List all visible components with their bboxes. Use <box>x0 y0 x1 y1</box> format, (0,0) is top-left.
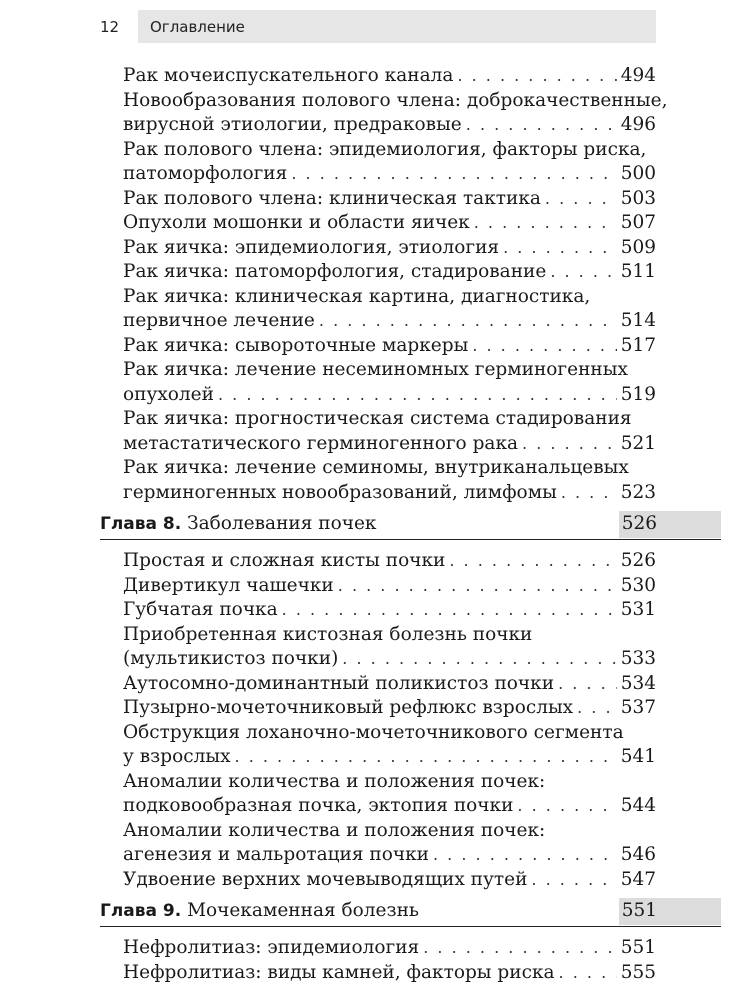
toc-entry-page: 534 <box>620 672 656 694</box>
toc-entry-page: 496 <box>620 114 656 135</box>
dot-leader <box>559 961 617 986</box>
toc-entry-text: Удвоение верхних мочевыводящих путей <box>123 868 528 890</box>
toc-entry[interactable] <box>123 598 656 623</box>
dot-leader <box>545 187 617 212</box>
toc-entry-page: 519 <box>620 383 656 405</box>
toc-entry-page: 541 <box>620 746 656 767</box>
dot-leader <box>457 64 616 89</box>
dot-leader <box>522 432 617 457</box>
toc-entry-line <box>123 456 656 481</box>
toc-entry-page: 494 <box>620 65 656 86</box>
dot-leader <box>550 260 616 285</box>
toc-entry[interactable] <box>123 696 656 721</box>
toc-entry[interactable] <box>123 187 656 212</box>
toc-entry[interactable] <box>123 721 656 770</box>
toc-entry[interactable] <box>123 334 656 359</box>
toc-entry-text: Приобретенная кистозная болезнь почки <box>123 623 533 645</box>
toc-entry-page: 507 <box>620 212 656 233</box>
toc-entry-text: Рак полового члена: клиническая тактика <box>123 187 541 209</box>
chapter-heading[interactable] <box>100 511 721 538</box>
dot-leader <box>218 383 617 408</box>
dot-leader <box>577 696 617 721</box>
toc-entry-line <box>123 623 656 648</box>
toc-entry-line <box>123 334 656 359</box>
dot-leader <box>558 672 617 697</box>
toc-entry-text: (мультикистоз почки) <box>123 648 339 669</box>
toc-entry-text: у взрослых <box>123 746 231 767</box>
toc-entry-text: вирусной этиологии, предраковые <box>123 114 462 135</box>
toc-entry-text: Нефролитиаз: эпидемиология <box>123 937 420 958</box>
toc-entry-text: герминогенных новообразований, лимфомы <box>123 481 557 503</box>
toc-entry-text: агенезия и мальротация почки <box>123 844 429 865</box>
toc-entry[interactable] <box>123 819 656 868</box>
toc-entry-text: Рак яичка: сывороточные маркеры <box>123 334 469 356</box>
toc-entry-page: 531 <box>620 599 656 620</box>
toc-entry-page: 521 <box>620 432 656 454</box>
dot-leader <box>503 236 617 261</box>
toc-entry[interactable] <box>123 236 656 261</box>
toc-entry[interactable] <box>123 574 656 599</box>
toc-entry[interactable] <box>123 89 668 138</box>
toc-entry-text: Рак яичка: прогностическая система стадирования <box>123 408 632 429</box>
chapter-label: Глава 9. <box>100 901 182 921</box>
chapter-label: Глава 8. <box>100 514 182 534</box>
toc-entry-text: Опухоли мошонки и области яичек <box>123 212 470 233</box>
toc-entry-line <box>123 696 656 721</box>
toc-entry-text: Рак яичка: лечение семиномы, внутриканальцевых <box>123 457 629 478</box>
toc-entry-line <box>123 745 656 770</box>
chapter-title <box>100 513 377 534</box>
toc-entry-line <box>123 113 656 138</box>
toc-entry-line <box>123 187 656 212</box>
toc-entry-page: 514 <box>620 310 656 331</box>
chapter-heading[interactable] <box>100 898 721 925</box>
toc-entry-text: первичное лечение <box>123 310 315 331</box>
toc-entry-page: 544 <box>620 795 656 816</box>
toc-entry-text: Аномалии количества и положения почек: <box>123 770 546 792</box>
toc-entry-text: Рак яичка: патоморфология, стадирование <box>123 261 547 282</box>
toc-entry-text: Нефролитиаз: виды камней, факторы риска <box>123 961 555 983</box>
toc-entry-text: метастатического герминогенного рака <box>123 432 519 454</box>
toc-entry[interactable] <box>123 770 656 819</box>
toc-entry-line <box>123 868 656 893</box>
toc-entry-line <box>123 936 656 961</box>
toc-entry-page: 517 <box>620 334 656 356</box>
dot-leader <box>466 113 617 138</box>
chapter-title <box>100 900 419 921</box>
dot-leader <box>282 598 617 623</box>
dot-leader <box>433 843 617 868</box>
toc-entry[interactable] <box>123 211 656 236</box>
toc-entry-line <box>123 260 656 285</box>
running-header-bar <box>138 10 656 43</box>
dot-leader <box>235 745 617 770</box>
toc-entry-line <box>123 819 656 844</box>
toc-entry-text: Рак полового члена: эпидемиология, факторы риска, <box>123 138 647 160</box>
toc-entry-text: Аномалии количества и положения почек: <box>123 819 546 841</box>
chapter-name: Заболевания почек <box>187 513 377 534</box>
toc-entry[interactable] <box>123 623 656 672</box>
toc-entry-line <box>123 770 656 795</box>
toc-entry-line <box>123 672 656 697</box>
toc-entry-text: Рак яичка: клиническая картина, диагностика, <box>123 285 591 307</box>
dot-leader <box>319 309 617 334</box>
toc-entry-line <box>123 598 656 623</box>
toc-entry-line <box>123 383 656 408</box>
toc-entry-text: Пузырно-мочеточниковый рефлюкс взрослых <box>123 697 574 718</box>
toc-entry[interactable] <box>123 260 656 285</box>
chapter-page: 526 <box>621 513 657 534</box>
toc-entry-line <box>123 89 668 114</box>
toc-entry-page: 526 <box>620 550 656 571</box>
toc-entry-text: Аутосомно-доминантный поликистоз почки <box>123 672 555 694</box>
chapter-divider <box>100 926 721 927</box>
toc-entry[interactable] <box>123 549 656 574</box>
toc-entry-line <box>123 285 656 310</box>
toc-entry-page: 547 <box>620 868 656 890</box>
toc-entry-line <box>123 843 656 868</box>
toc-entry-line <box>123 407 656 432</box>
toc-entry[interactable] <box>123 358 656 407</box>
toc-entry[interactable] <box>123 672 656 697</box>
toc-entry-line <box>123 309 656 334</box>
toc-entry-page: 523 <box>620 481 656 503</box>
toc-entry-line <box>123 794 656 819</box>
toc-entry-page: 537 <box>620 697 656 718</box>
dot-leader <box>291 162 616 187</box>
toc-entry-line <box>123 721 656 746</box>
toc-entry[interactable] <box>123 285 656 334</box>
dot-leader <box>449 549 616 574</box>
dot-leader <box>531 868 616 893</box>
chapter-page: 551 <box>621 900 657 921</box>
toc-entry[interactable] <box>123 138 656 187</box>
toc-entry-line <box>123 162 656 187</box>
toc-entry-line <box>123 138 656 163</box>
toc-entry-page: 546 <box>620 844 656 865</box>
dot-leader <box>342 647 616 672</box>
toc-entry-text: Губчатая почка <box>123 599 278 620</box>
dot-leader <box>561 481 617 506</box>
toc-entry-line <box>123 481 656 506</box>
page-header <box>0 0 750 50</box>
toc-entry[interactable] <box>123 868 656 893</box>
dot-leader <box>517 794 616 819</box>
toc-entry-line <box>123 432 656 457</box>
toc-entry-text: Рак яичка: эпидемиология, этиология <box>123 236 500 258</box>
chapter-name: Мочекаменная болезнь <box>187 900 419 921</box>
toc-entry-page: 509 <box>620 236 656 258</box>
toc-entry-line <box>123 211 656 236</box>
toc-entry[interactable] <box>123 961 656 986</box>
chapter-divider <box>100 539 721 540</box>
toc-entry-line <box>123 961 656 986</box>
toc-entry-line <box>123 647 656 672</box>
toc-entry-line <box>123 574 656 599</box>
toc-entry[interactable] <box>123 936 656 961</box>
toc-entry[interactable] <box>123 64 656 89</box>
toc-entry-page: 533 <box>620 648 656 669</box>
toc-entry[interactable] <box>123 407 656 456</box>
toc-entry-text: Рак мочеиспускательного канала <box>123 65 454 86</box>
toc-entry-text: опухолей <box>123 383 214 405</box>
toc-entry-text: подковообразная почка, эктопия почки <box>123 795 514 816</box>
toc-entry-line <box>123 64 656 89</box>
dot-leader <box>474 211 617 236</box>
toc-entry-page: 511 <box>620 261 656 282</box>
toc-entry-line <box>123 236 656 261</box>
toc-entry-page: 530 <box>620 574 656 596</box>
toc-entry[interactable] <box>123 456 656 505</box>
toc-entry-page: 503 <box>620 187 656 209</box>
toc-entry-text: Простая и сложная кисты почки <box>123 550 446 571</box>
toc-entry-page: 555 <box>620 961 656 983</box>
toc-entry-line <box>123 358 656 383</box>
dot-leader <box>338 574 617 599</box>
toc-entry-page: 500 <box>620 163 656 184</box>
running-header-title: Оглавление <box>150 18 245 36</box>
toc-entry-text: Новообразования полового члена: доброкачественные, <box>123 89 668 111</box>
toc-entry-line <box>123 549 656 574</box>
toc-entry-text: патоморфология <box>123 163 288 184</box>
toc-entry-text: Дивертикул чашечки <box>123 574 334 596</box>
dot-leader <box>423 936 616 961</box>
page-number: 12 <box>100 18 120 36</box>
toc-entry-text: Рак яичка: лечение несеминомных герминогенных <box>123 359 628 380</box>
toc-entry-page: 551 <box>620 937 656 958</box>
dot-leader <box>472 334 616 359</box>
toc-entry-text: Обструкция лоханочно-мочеточникового сегмента <box>123 721 624 743</box>
